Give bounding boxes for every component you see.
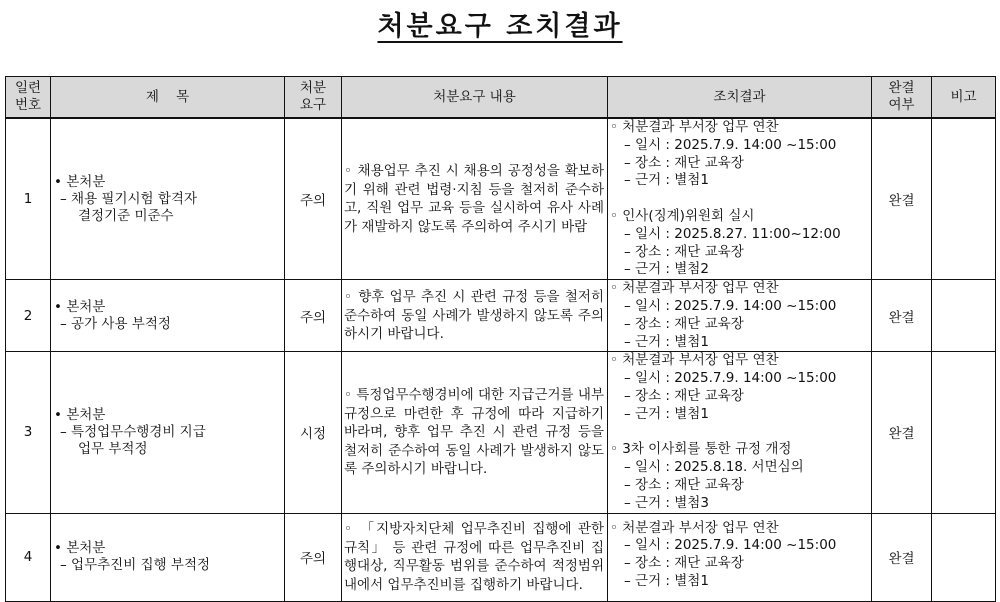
header-note: 비고: [932, 77, 996, 119]
header-content: 처분요구 내용: [342, 77, 608, 119]
table-row: [6, 280, 996, 352]
row-note: [932, 513, 996, 601]
header-done: 완결 여부: [872, 77, 932, 119]
row-result: ◦ 처분결과 부서장 업무 연찬 – 일시 : 2025.7.9. 14:00 ~15:00 – 장소 : 재단 교육장 – 근거 : 별첨1: [608, 280, 872, 352]
table-row: [6, 118, 996, 280]
row-content: ◦ 향후 업무 추진 시 관련 규정 등을 철저히 준수하여 동일 사례가 발생하지 않도록 주의하시기 바랍니다.: [342, 280, 608, 352]
row-content: ◦ 「지방자치단체 업무추진비 집행에 관한 규칙」 등 관련 규정에 따른 업무추진비 집행대상, 직무활동 범위를 준수하여 적정범위 내에서 업무추진비를 집행하기 바랍니다.: [342, 513, 608, 601]
row-no: 3: [6, 352, 51, 513]
row-done: 완결: [872, 352, 932, 513]
row-type: 주의: [285, 118, 342, 280]
row-done: 완결: [872, 280, 932, 352]
page-title-text: 처분요구 조치결과: [377, 11, 623, 42]
row-note: [932, 352, 996, 513]
row-type: 주의: [285, 513, 342, 601]
table-row: [6, 352, 996, 513]
row-result: ◦ 처분결과 부서장 업무 연찬 – 일시 : 2025.7.9. 14:00 ~15:00 – 장소 : 재단 교육장 – 근거 : 별첨1: [608, 513, 872, 601]
row-no: 4: [6, 513, 51, 601]
header-type: 처분 요구: [285, 77, 342, 119]
row-subject: • 본처분 – 특정업무수행경비 지급 업무 부적정: [51, 352, 285, 513]
row-note: [932, 280, 996, 352]
row-content: ◦ 채용업무 추진 시 채용의 공정성을 확보하기 위해 관련 법령·지침 등을 철저히 준수하고, 직원 업무 교육 등을 실시하여 유사 사례가 재발하지 않도록 주의하여 주시기 바람: [342, 118, 608, 280]
row-no: 2: [6, 280, 51, 352]
table-row: [6, 513, 996, 601]
row-result: ◦ 처분결과 부서장 업무 연찬 – 일시 : 2025.7.9. 14:00 ~15:00 – 장소 : 재단 교육장 – 근거 : 별첨1 ◦ 인사(징계)위원회 실시 – 일시 : 2025.8.27. 11:00~12:00 – 장소 : 재단 교육장 – 근거 : 별첨2: [608, 118, 872, 280]
row-note: [932, 118, 996, 280]
row-subject: • 본처분 – 채용 필기시험 합격자 결정기준 미준수: [51, 118, 285, 280]
row-content: ◦ 특정업무수행경비에 대한 지급근거를 내부규정으로 마련한 후 규정에 따라 지급하기 바라며, 향후 업무 추진 시 관련 규정 등을 철저히 준수하여 동일 사례가 발생하지 않도록 주의하시기 바랍니다.: [342, 352, 608, 513]
results-table: [5, 76, 996, 602]
row-done: 완결: [872, 118, 932, 280]
row-type: 주의: [285, 280, 342, 352]
header-result: 조치결과: [608, 77, 872, 119]
row-no: 1: [6, 118, 51, 280]
row-subject: • 본처분 – 업무추진비 집행 부적정: [51, 513, 285, 601]
row-result: ◦ 처분결과 부서장 업무 연찬 – 일시 : 2025.7.9. 14:00 ~15:00 – 장소 : 재단 교육장 – 근거 : 별첨1 ◦ 3차 이사회를 통한 규정 개정 – 일시 : 2025.8.18. 서면심의 – 장소 : 재단 교육장 – 근거 : 별첨3: [608, 352, 872, 513]
row-type: 시정: [285, 352, 342, 513]
header-row: [6, 77, 996, 119]
row-done: 완결: [872, 513, 932, 601]
header-no: 일련 번호: [6, 77, 51, 119]
header-subject: 제 목: [51, 77, 285, 119]
row-subject: • 본처분 – 공가 사용 부적정: [51, 280, 285, 352]
page-title: [0, 4, 1000, 43]
